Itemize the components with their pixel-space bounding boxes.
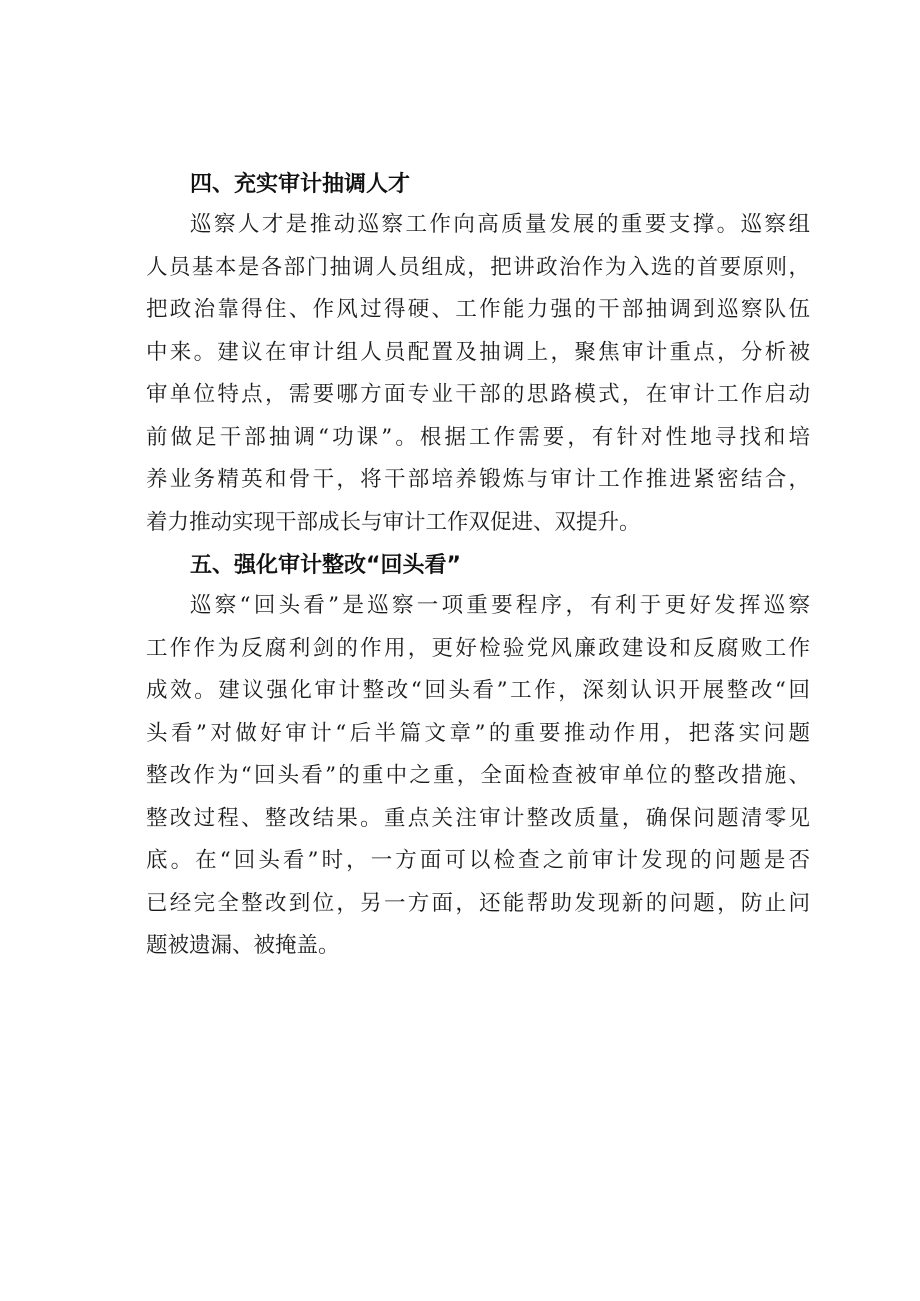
paragraph-line: 把政治靠得住、作风过得硬、工作能力强的干部抽调到巡察队伍 bbox=[146, 297, 810, 322]
paragraph-line: 着力推动实现干部成长与审计工作双促进、双提升。 bbox=[146, 509, 641, 535]
paragraph-line: 巡察人才是推动巡察工作向高质量发展的重要支撑。巡察组 bbox=[190, 212, 810, 237]
paragraph-line: 审单位特点，需要哪方面专业干部的思路模式，在审计工作启动 bbox=[146, 382, 810, 407]
paragraph-line: 人员基本是各部门抽调人员组成，把讲政治作为入选的首要原则， bbox=[146, 254, 810, 280]
section-heading-4: 四、充实审计抽调人才 bbox=[190, 172, 411, 197]
paragraph-line: 成效。建议强化审计整改“回头看”工作，深刻认识开展整改“回 bbox=[146, 678, 810, 703]
section-paragraph-4 bbox=[146, 204, 810, 544]
paragraph-line: 头看”对做好审计“后半篇文章”的重要推动作用，把落实问题 bbox=[146, 720, 810, 746]
paragraph-line: 前做足干部抽调“功课”。根据工作需要，有针对性地寻找和培 bbox=[146, 424, 810, 450]
paragraph-line: 养业务精英和骨干，将干部培养锻炼与审计工作推进紧密结合， bbox=[146, 467, 810, 492]
paragraph-line: 已经完全整改到位，另一方面，还能帮助发现新的问题，防止问 bbox=[146, 890, 810, 916]
paragraph-line: 中来。建议在审计组人员配置及抽调上，聚焦审计重点，分析被 bbox=[146, 339, 810, 365]
paragraph-line: 题被遗漏、被掩盖。 bbox=[146, 933, 340, 958]
paragraph-line: 整改作为“回头看”的重中之重，全面检查被审单位的整改措施、 bbox=[146, 763, 810, 788]
paragraph-line: 工作作为反腐利剑的作用，更好检验党风廉政建设和反腐败工作 bbox=[146, 635, 810, 661]
paragraph-line: 底。在“回头看”时，一方面可以检查之前审计发现的问题是否 bbox=[146, 848, 810, 873]
section-heading-5: 五、强化审计整改“回头看” bbox=[190, 553, 461, 578]
document-body bbox=[146, 165, 810, 968]
section-paragraph-5 bbox=[146, 585, 810, 968]
paragraph-line: 巡察“回头看”是巡察一项重要程序，有利于更好发挥巡察 bbox=[190, 593, 810, 618]
paragraph-line: 整改过程、整改结果。重点关注审计整改质量，确保问题清零见 bbox=[146, 805, 810, 831]
